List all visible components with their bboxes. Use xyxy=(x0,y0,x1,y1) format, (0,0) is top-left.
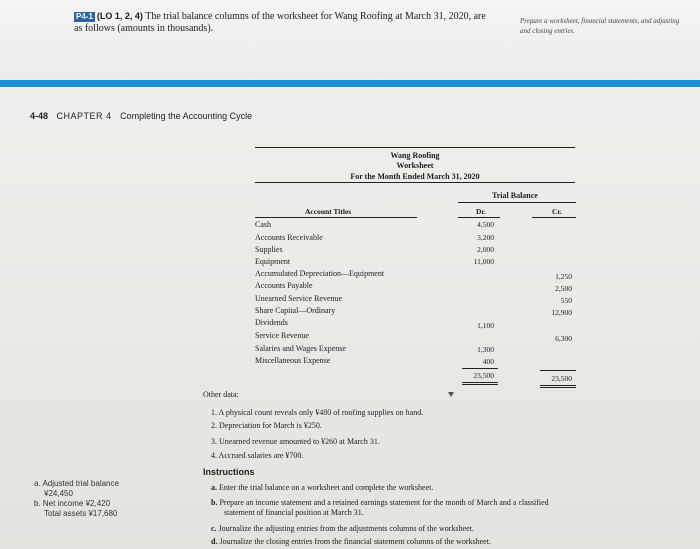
chapter-title: Completing the Accounting Cycle xyxy=(120,111,253,121)
other-data-label: Other data: xyxy=(203,390,239,399)
account-service-revenue: Service Revenue xyxy=(255,331,309,340)
learning-objectives: (LO 1, 2, 4) xyxy=(96,11,143,21)
credit-share-capital: 12,900 xyxy=(551,308,572,317)
account-accum-depr: Accumulated Depreciation—Equipment xyxy=(255,269,385,278)
account-misc: Miscellaneous Expense xyxy=(255,356,331,365)
answer-b-label: b. Net income ¥2,420 xyxy=(34,499,111,508)
worksheet-header-rule xyxy=(255,182,575,183)
debit-supplies: 2,000 xyxy=(477,245,494,254)
problem-text-line2: as follows (amounts in thousands). xyxy=(74,23,214,34)
account-equipment: Equipment xyxy=(255,257,291,266)
debit-dividends: 1,100 xyxy=(477,321,494,330)
instruction-a-letter: a. xyxy=(211,483,217,492)
chapter-header xyxy=(30,111,252,121)
credit-double-rule-1 xyxy=(540,385,576,386)
credit-payable: 2,500 xyxy=(555,284,572,293)
instruction-d xyxy=(211,537,491,546)
debit-double-rule-1 xyxy=(462,382,498,383)
credit-total: 23,500 xyxy=(551,374,572,383)
instruction-c xyxy=(211,524,474,533)
instruction-a xyxy=(211,483,433,492)
instruction-b-text: Prepare an income statement and a retained earnings statement for the month of March and a classified xyxy=(219,498,549,507)
debit-header: Dr. xyxy=(476,207,486,216)
instruction-c-text: Journalize the adjusting entries from the adjustments columns of the worksheet. xyxy=(218,524,474,533)
account-cash: Cash xyxy=(255,220,271,229)
account-col-rule xyxy=(255,217,417,218)
debit-receivable: 3,200 xyxy=(477,233,494,242)
other-data-item-1: 1. A physical count reveals only ¥480 of roofing supplies on hand. xyxy=(211,408,424,417)
other-data-item-4: 4. Accrued salaries are ¥700. xyxy=(211,451,304,460)
margin-note: Prepare a worksheet, financial statements, and adjusting and closing entries. xyxy=(520,17,680,35)
trial-balance-rule xyxy=(458,202,576,203)
credit-accum-depr: 1,250 xyxy=(555,272,572,281)
debit-total: 23,500 xyxy=(473,371,494,380)
debit-cash: 4,500 xyxy=(477,220,494,229)
other-data-item-2: 2. Depreciation for March is ¥250. xyxy=(211,421,322,430)
debit-salaries: 1,300 xyxy=(477,345,494,354)
account-dividends: Dividends xyxy=(255,318,288,327)
chapter-label: CHAPTER 4 xyxy=(56,111,112,121)
instruction-c-letter: c. xyxy=(211,524,217,533)
page-number: 4-48 xyxy=(30,111,49,121)
page-divider-bar xyxy=(0,80,700,87)
credit-col-rule xyxy=(532,217,576,218)
debit-misc: 400 xyxy=(482,357,494,366)
credit-unearned: 550 xyxy=(560,296,572,305)
instruction-b-letter: b. xyxy=(211,498,218,507)
problem-text-line1: The trial balance columns of the worksheet for Wang Roofing at March 31, 2020, are xyxy=(145,11,486,22)
problem-badge: P4-1 xyxy=(76,12,93,21)
debit-total-rule xyxy=(462,368,498,369)
instruction-b-continued xyxy=(224,508,364,517)
instructions-heading: Instructions xyxy=(203,467,255,477)
account-receivable: Accounts Receivable xyxy=(255,233,323,242)
worksheet-top-rule xyxy=(255,147,575,148)
account-share-capital: Share Capital—Ordinary xyxy=(255,306,336,315)
account-supplies: Supplies xyxy=(255,245,283,254)
account-salaries: Salaries and Wages Expense xyxy=(255,344,346,353)
check-figures xyxy=(34,479,119,519)
credit-service-revenue: 6,300 xyxy=(555,334,572,343)
answer-b-value: Total assets ¥17,680 xyxy=(44,509,118,518)
worksheet-period: For the Month Ended March 31, 2020 xyxy=(350,172,480,181)
credit-header: Cr. xyxy=(552,207,562,216)
account-payable: Accounts Payable xyxy=(255,281,313,290)
answer-a-value: ¥24,450 xyxy=(44,489,73,498)
problem-statement xyxy=(74,10,486,35)
trial-balance-header: Trial Balance xyxy=(492,191,538,200)
account-titles-header: Account Titles xyxy=(305,207,352,216)
credit-double-rule-2 xyxy=(540,387,576,388)
debit-double-rule-2 xyxy=(462,384,498,385)
debit-col-rule xyxy=(458,217,500,218)
debit-equipment: 11,000 xyxy=(473,257,494,266)
answer-a-label: a. Adjusted trial balance xyxy=(34,479,119,488)
other-data-item-3: 3. Unearned revenue amounted to ¥260 at March 31. xyxy=(211,437,380,446)
account-unearned: Unearned Service Revenue xyxy=(255,294,343,303)
mouse-cursor-icon xyxy=(448,392,454,397)
company-name: Wang Roofing xyxy=(390,151,440,160)
instruction-b xyxy=(211,498,549,507)
instruction-b-text-2: statement of financial position at March 31. xyxy=(224,508,364,517)
credit-total-rule xyxy=(540,370,576,371)
previous-page-strip xyxy=(0,0,700,78)
document-name: Worksheet xyxy=(396,161,434,170)
instruction-d-letter: d. xyxy=(211,537,218,546)
instruction-a-text: Enter the trial balance on a worksheet and complete the worksheet. xyxy=(219,483,434,492)
instruction-d-text: Journalize the closing entries from the financial statement columns of the worksheet. xyxy=(219,537,491,546)
